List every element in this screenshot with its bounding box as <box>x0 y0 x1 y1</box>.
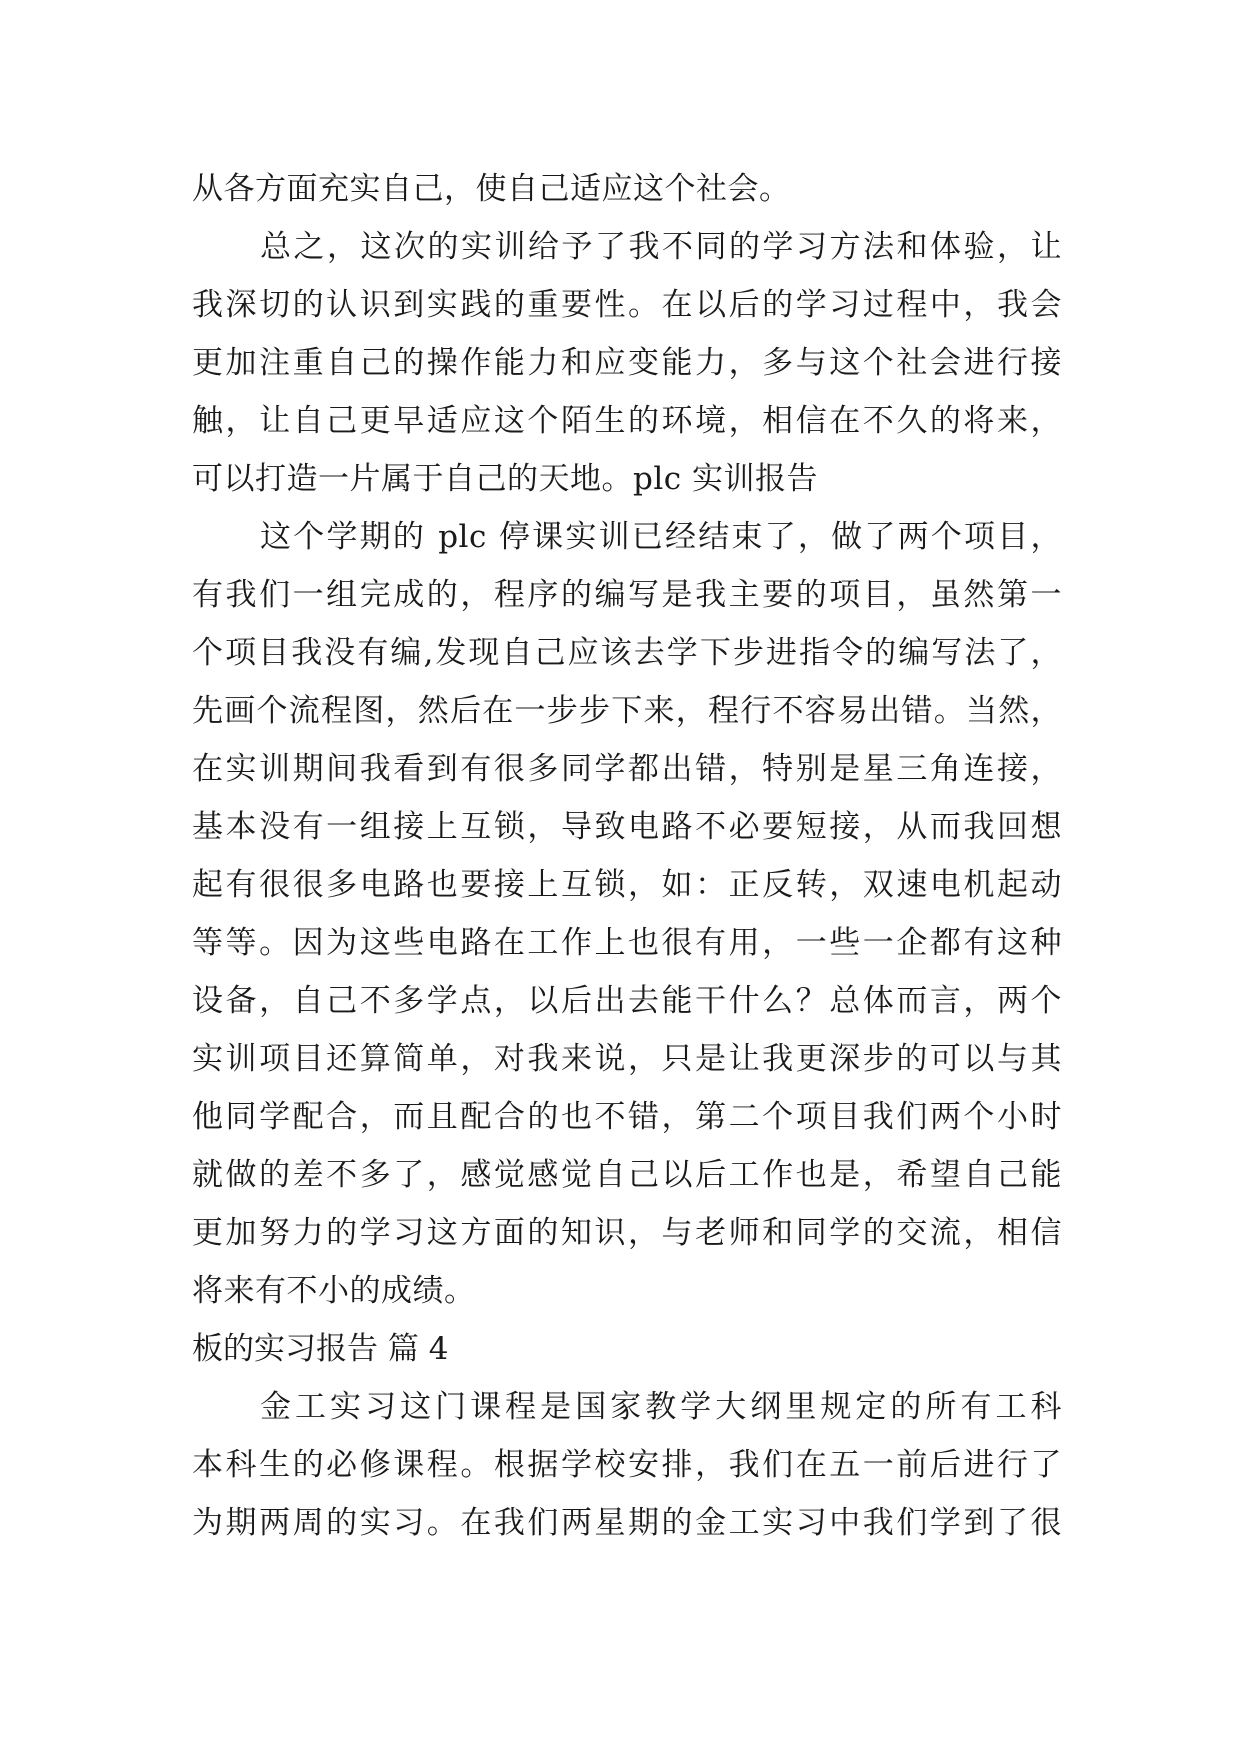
text-line: 先画个流程图，然后在一步步下来，程行不容易出错。当然， <box>192 693 1062 729</box>
text-line: 更加努力的学习这方面的知识，与老师和同学的交流，相信 <box>192 1215 1062 1251</box>
text-line: 就做的差不多了，感觉感觉自己以后工作也是，希望自己能 <box>192 1157 1062 1193</box>
text-line: 实训项目还算简单，对我来说，只是让我更深步的可以与其 <box>192 1041 1062 1077</box>
text-line: 这个学期的 plc 停课实训已经结束了，做了两个项目， <box>260 519 1062 555</box>
text-line: 可以打造一片属于自己的天地。plc 实训报告 <box>192 461 818 497</box>
section-heading: 板的实习报告 篇 4 <box>192 1331 449 1367</box>
text-line: 从各方面充实自己，使自己适应这个社会。 <box>192 171 791 207</box>
text-line: 本科生的必修课程。根据学校安排，我们在五一前后进行了 <box>192 1447 1062 1483</box>
text-line: 他同学配合，而且配合的也不错，第二个项目我们两个小时 <box>192 1099 1062 1135</box>
text-line: 将来有不小的成绩。 <box>192 1273 476 1309</box>
text-line: 基本没有一组接上互锁，导致电路不必要短接，从而我回想 <box>192 809 1062 845</box>
text-line: 个项目我没有编,发现自己应该去学下步进指令的编写法了， <box>192 635 1062 671</box>
text-line: 金工实习这门课程是国家教学大纲里规定的所有工科 <box>260 1389 1062 1425</box>
text-line: 更加注重自己的操作能力和应变能力，多与这个社会进行接 <box>192 345 1062 381</box>
text-line: 总之，这次的实训给予了我不同的学习方法和体验，让 <box>260 229 1062 265</box>
document-body <box>192 160 1062 1552</box>
text-line: 我深切的认识到实践的重要性。在以后的学习过程中，我会 <box>192 287 1062 323</box>
text-line: 起有很很多电路也要接上互锁，如：正反转，双速电机起动 <box>192 867 1062 903</box>
text-line: 在实训期间我看到有很多同学都出错，特别是星三角连接， <box>192 751 1062 787</box>
text-line: 等等。因为这些电路在工作上也很有用，一些一企都有这种 <box>192 925 1062 961</box>
text-line: 有我们一组完成的，程序的编写是我主要的项目，虽然第一 <box>192 577 1062 613</box>
text-line: 触，让自己更早适应这个陌生的环境，相信在不久的将来， <box>192 403 1062 439</box>
text-line: 为期两周的实习。在我们两星期的金工实习中我们学到了很 <box>192 1505 1062 1541</box>
text-line: 设备，自己不多学点，以后出去能干什么？总体而言，两个 <box>192 983 1062 1019</box>
